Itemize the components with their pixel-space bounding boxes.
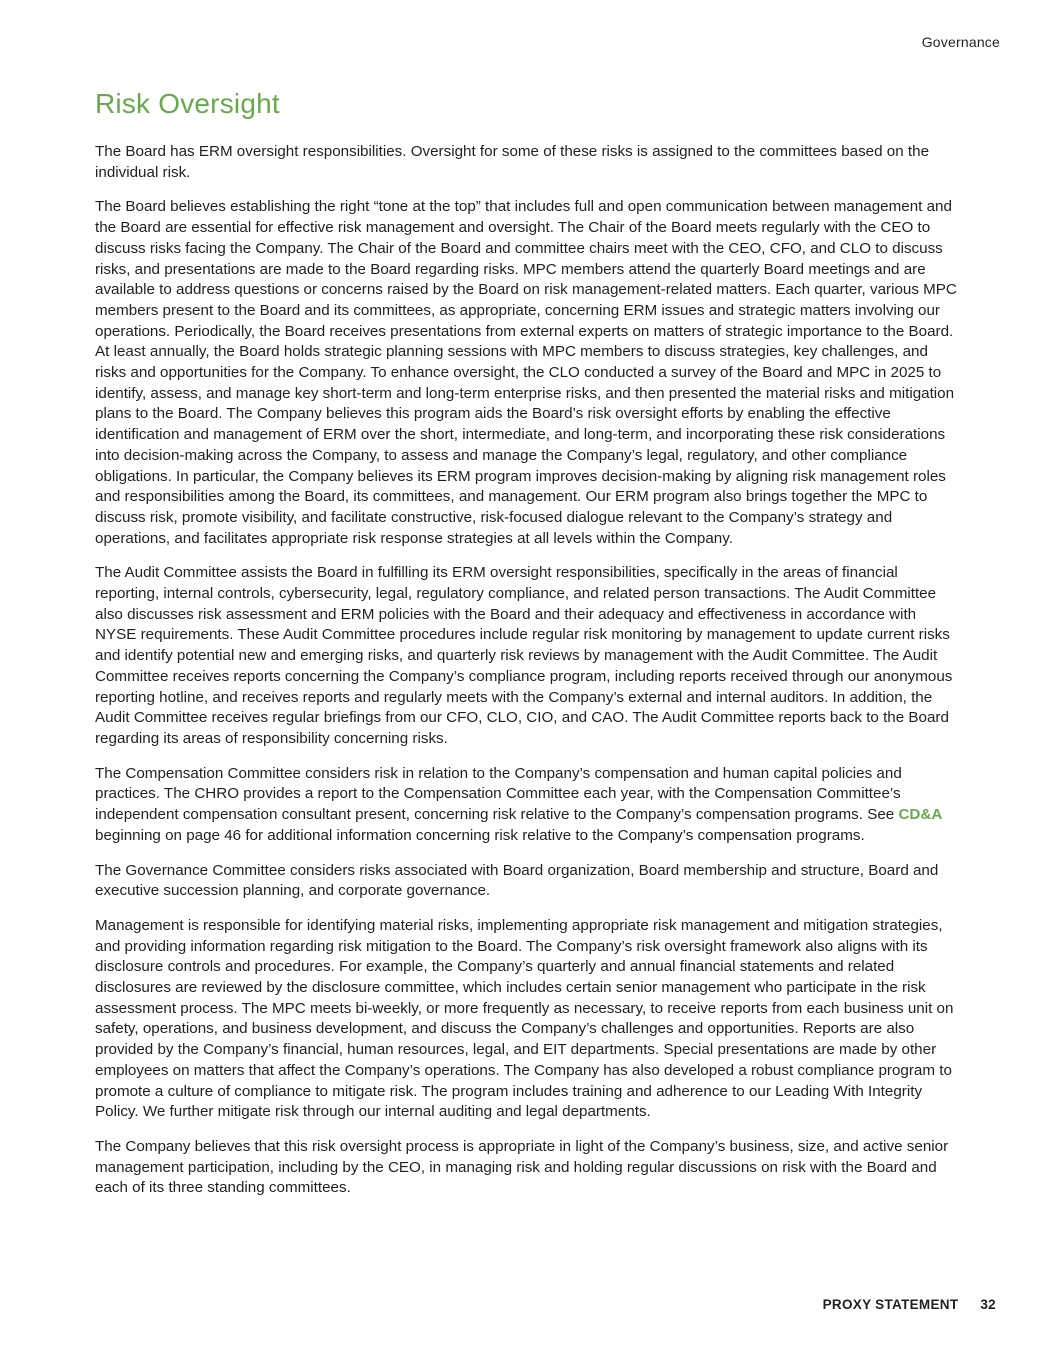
paragraph-compensation-committee: [95, 764, 961, 847]
footer-label: PROXY STATEMENT: [822, 1297, 959, 1312]
paragraph-governance-committee: The Governance Committee considers risks associated with Board organization, Board membership and structure, Board and executive succession planning, and corporate governance.: [95, 861, 939, 900]
page-footer: [823, 1297, 996, 1312]
compensation-text-before-link: The Compensation Committee considers risk in relation to the Company’s compensation and human capital policies and practices. The CHRO provides a report to the Compensation Committee each year, with the Compensation Committee’s independent compensation consultant present, concerning risk relative to the Company’s compensation programs. See: [95, 764, 902, 824]
page-title: Risk Oversight: [95, 88, 280, 119]
section-header: Governance: [921, 34, 1000, 50]
cda-link[interactable]: CD&A: [898, 806, 943, 824]
body-content: [95, 142, 961, 1213]
paragraph-erm-oversight: The Board has ERM oversight responsibilities. Oversight for some of these risks is assigned to the committees based on the individual risk.: [95, 143, 930, 181]
paragraph-audit-committee: The Audit Committee assists the Board in fulfilling its ERM oversight responsibilities, specifically in the areas of financial reporting, internal controls, cybersecurity, legal, regulatory compliance, and related person transactions. The Audit Committee also discusses risk assessment and ERM policies with the Board and their adequacy and effectiveness in accordance with NYSE requirements. These Audit Committee procedures include regular risk monitoring by management to update current risks and identify potential new and emerging risks, and quarterly risk reviews by management with the Audit Committee. The Audit Committee receives reports concerning the Company’s compliance program, including reports received through our anonymous reporting hotline, and receives reports and regularly meets with the Company’s external and internal auditors. In addition, the Audit Committee receives regular briefings from our CFO, CLO, CIO, and CAO. The Audit Committee reports back to the Board regarding its areas of responsibility concerning risks.: [95, 564, 953, 747]
compensation-text-after-link: beginning on page 46 for additional information concerning risk relative to the Company’s compensation programs.: [95, 826, 865, 844]
paragraph-conclusion: The Company believes that this risk oversight process is appropriate in light of the Company’s business, size, and active senior management participation, including by the CEO, in managing risk and holding regular discussions on risk with the Board and each of its three standing committees.: [95, 1137, 949, 1197]
paragraph-management: Management is responsible for identifying material risks, implementing appropriate risk management and mitigation strategies, and providing information regarding risk mitigation to the Board. The Company’s risk oversight framework also aligns with its disclosure controls and procedures. For example, the Company’s quarterly and annual financial statements and related disclosures are reviewed by the disclosure committee, which includes certain senior management who participate in the risk assessment process. The MPC meets bi-weekly, or more frequently as necessary, to receive reports from each business unit on safety, operations, and business development, and discuss the Company’s challenges and opportunities. Reports are also provided by the Company’s financial, human resources, legal, and EIT departments. Special presentations are made by other employees on matters that affect the Company’s operations. The Company has also developed a robust compliance program to promote a culture of compliance to mitigate risk. The program includes training and adherence to our Leading With Integrity Policy. We further mitigate risk through our internal auditing and legal departments.: [95, 916, 954, 1121]
page-number: 32: [980, 1297, 996, 1312]
paragraph-tone-at-top: The Board believes establishing the right “tone at the top” that includes full and open communication between management and the Board are essential for effective risk management and oversight. The Chair of the Board meets regularly with the CEO to discuss risks facing the Company. The Chair of the Board and committee chairs meet with the CEO, CFO, and CLO to discuss risks, and presentations are made to the Board regarding risks. MPC members attend the quarterly Board meetings and are available to address questions or concerns raised by the Board on risk management-related matters. Each quarter, various MPC members present to the Board and its committees, as appropriate, concerning ERM issues and strategic matters involving our operations. Periodically, the Board receives presentations from external experts on matters of strategic importance to the Board. At least annually, the Board holds strategic planning sessions with MPC members to discuss strategies, key challenges, and risks and opportunities for the Company. To enhance oversight, the CLO conducted a survey of the Board and MPC in 2025 to identify, assess, and manage key short-term and long-term enterprise risks, and then presented the material risks and mitigation plans to the Board. The Company believes this program aids the Board’s risk oversight efforts by enabling the effective identification and management of ERM over the short, intermediate, and long-term, and incorporating these risk considerations into decision-making across the Company, to assess and manage the Company’s legal, regulatory, and other compliance obligations. In particular, the Company believes its ERM program improves decision-making by aligning risk management roles and responsibilities among the Board, its committees, and management. Our ERM program also brings together the MPC to discuss risk, promote visibility, and facilitate constructive, risk-focused dialogue relevant to the Company’s strategy and operations, and facilitates appropriate risk response strategies at all levels within the Company.: [95, 198, 957, 547]
